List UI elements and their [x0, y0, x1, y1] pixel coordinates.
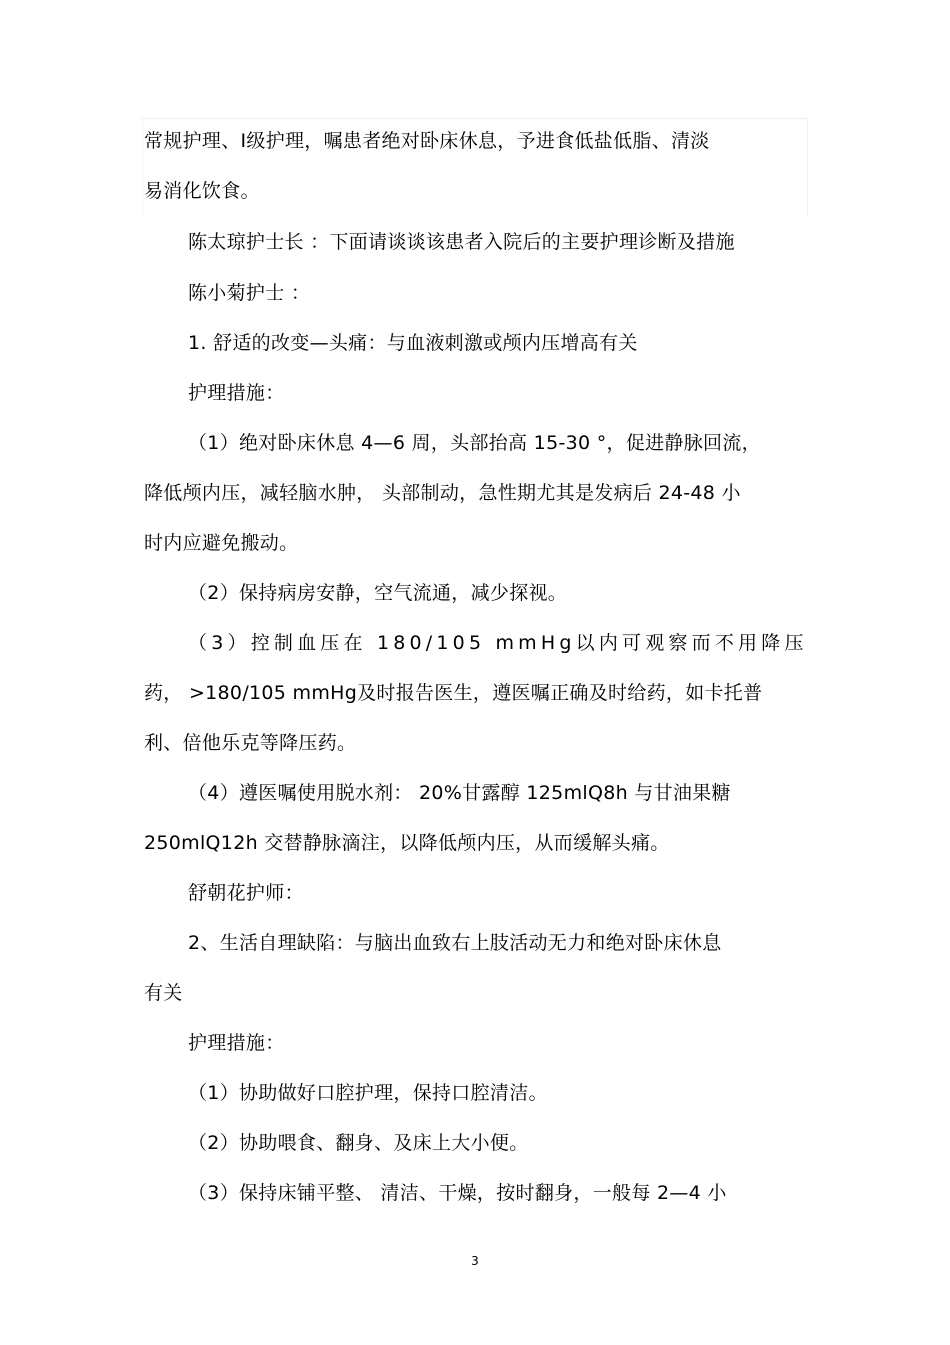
text-line: 易消化饮食。 [144, 180, 260, 202]
text-line: （3）保持床铺平整、 清洁、干燥，按时翻身，一般每 2—4 小 [188, 1182, 727, 1204]
text-line: 药， >180/105 mmHg及时报告医生，遵医嘱正确及时给药，如卡托普 [144, 682, 763, 704]
text-line: （1）协助做好口腔护理，保持口腔清洁。 [188, 1082, 548, 1104]
text-line: 时内应避免搬动。 [144, 532, 299, 554]
text-line: （2）协助喂食、翻身、及床上大小便。 [188, 1132, 529, 1154]
text-line: 250mlQ12h 交替静脉滴注，以降低颅内压，从而缓解头痛。 [144, 832, 670, 854]
text-line: 陈小菊护士 ： [188, 282, 311, 304]
text-line: 降低颅内压，减轻脑水肿， 头部制动，急性期尤其是发病后 24-48 小 [144, 482, 741, 504]
text-line: 利、倍他乐克等降压药。 [144, 732, 357, 754]
text-line: 2、生活自理缺陷：与脑出血致右上肢活动无力和绝对卧床休息 [188, 932, 722, 954]
text-line: 有关 [144, 982, 183, 1004]
text-line: 常规护理、Ⅰ级护理，嘱患者绝对卧床休息，予进食低盐低脂、清淡 [144, 130, 710, 152]
text-line: 护理措施： [188, 382, 285, 404]
text-line: 1. 舒适的改变—头痛：与血液刺激或颅内压增高有关 [188, 332, 638, 354]
text-line: （2）保持病房安静，空气流通，减少探视。 [188, 582, 568, 604]
text-line: 陈太琼护士长 ：下面请谈谈该患者入院后的主要护理诊断及措施 [188, 231, 735, 253]
text-line: （4）遵医嘱使用脱水剂： 20%甘露醇 125mlQ8h 与甘油果糖 [188, 782, 731, 804]
page-number: 3 [471, 1254, 479, 1268]
text-line: （1）绝对卧床休息 4—6 周，头部抬高 15-30 °，促进静脉回流， [188, 432, 761, 454]
text-line-justified: （ 3 ） 控 制 血 压 在 1 8 0 / 1 0 5 m m H g 以 内 可 观 察 而 不 用 降 压 [188, 632, 804, 654]
text-line: 舒朝花护师： [188, 882, 304, 904]
text-line: 护理措施： [188, 1032, 285, 1054]
